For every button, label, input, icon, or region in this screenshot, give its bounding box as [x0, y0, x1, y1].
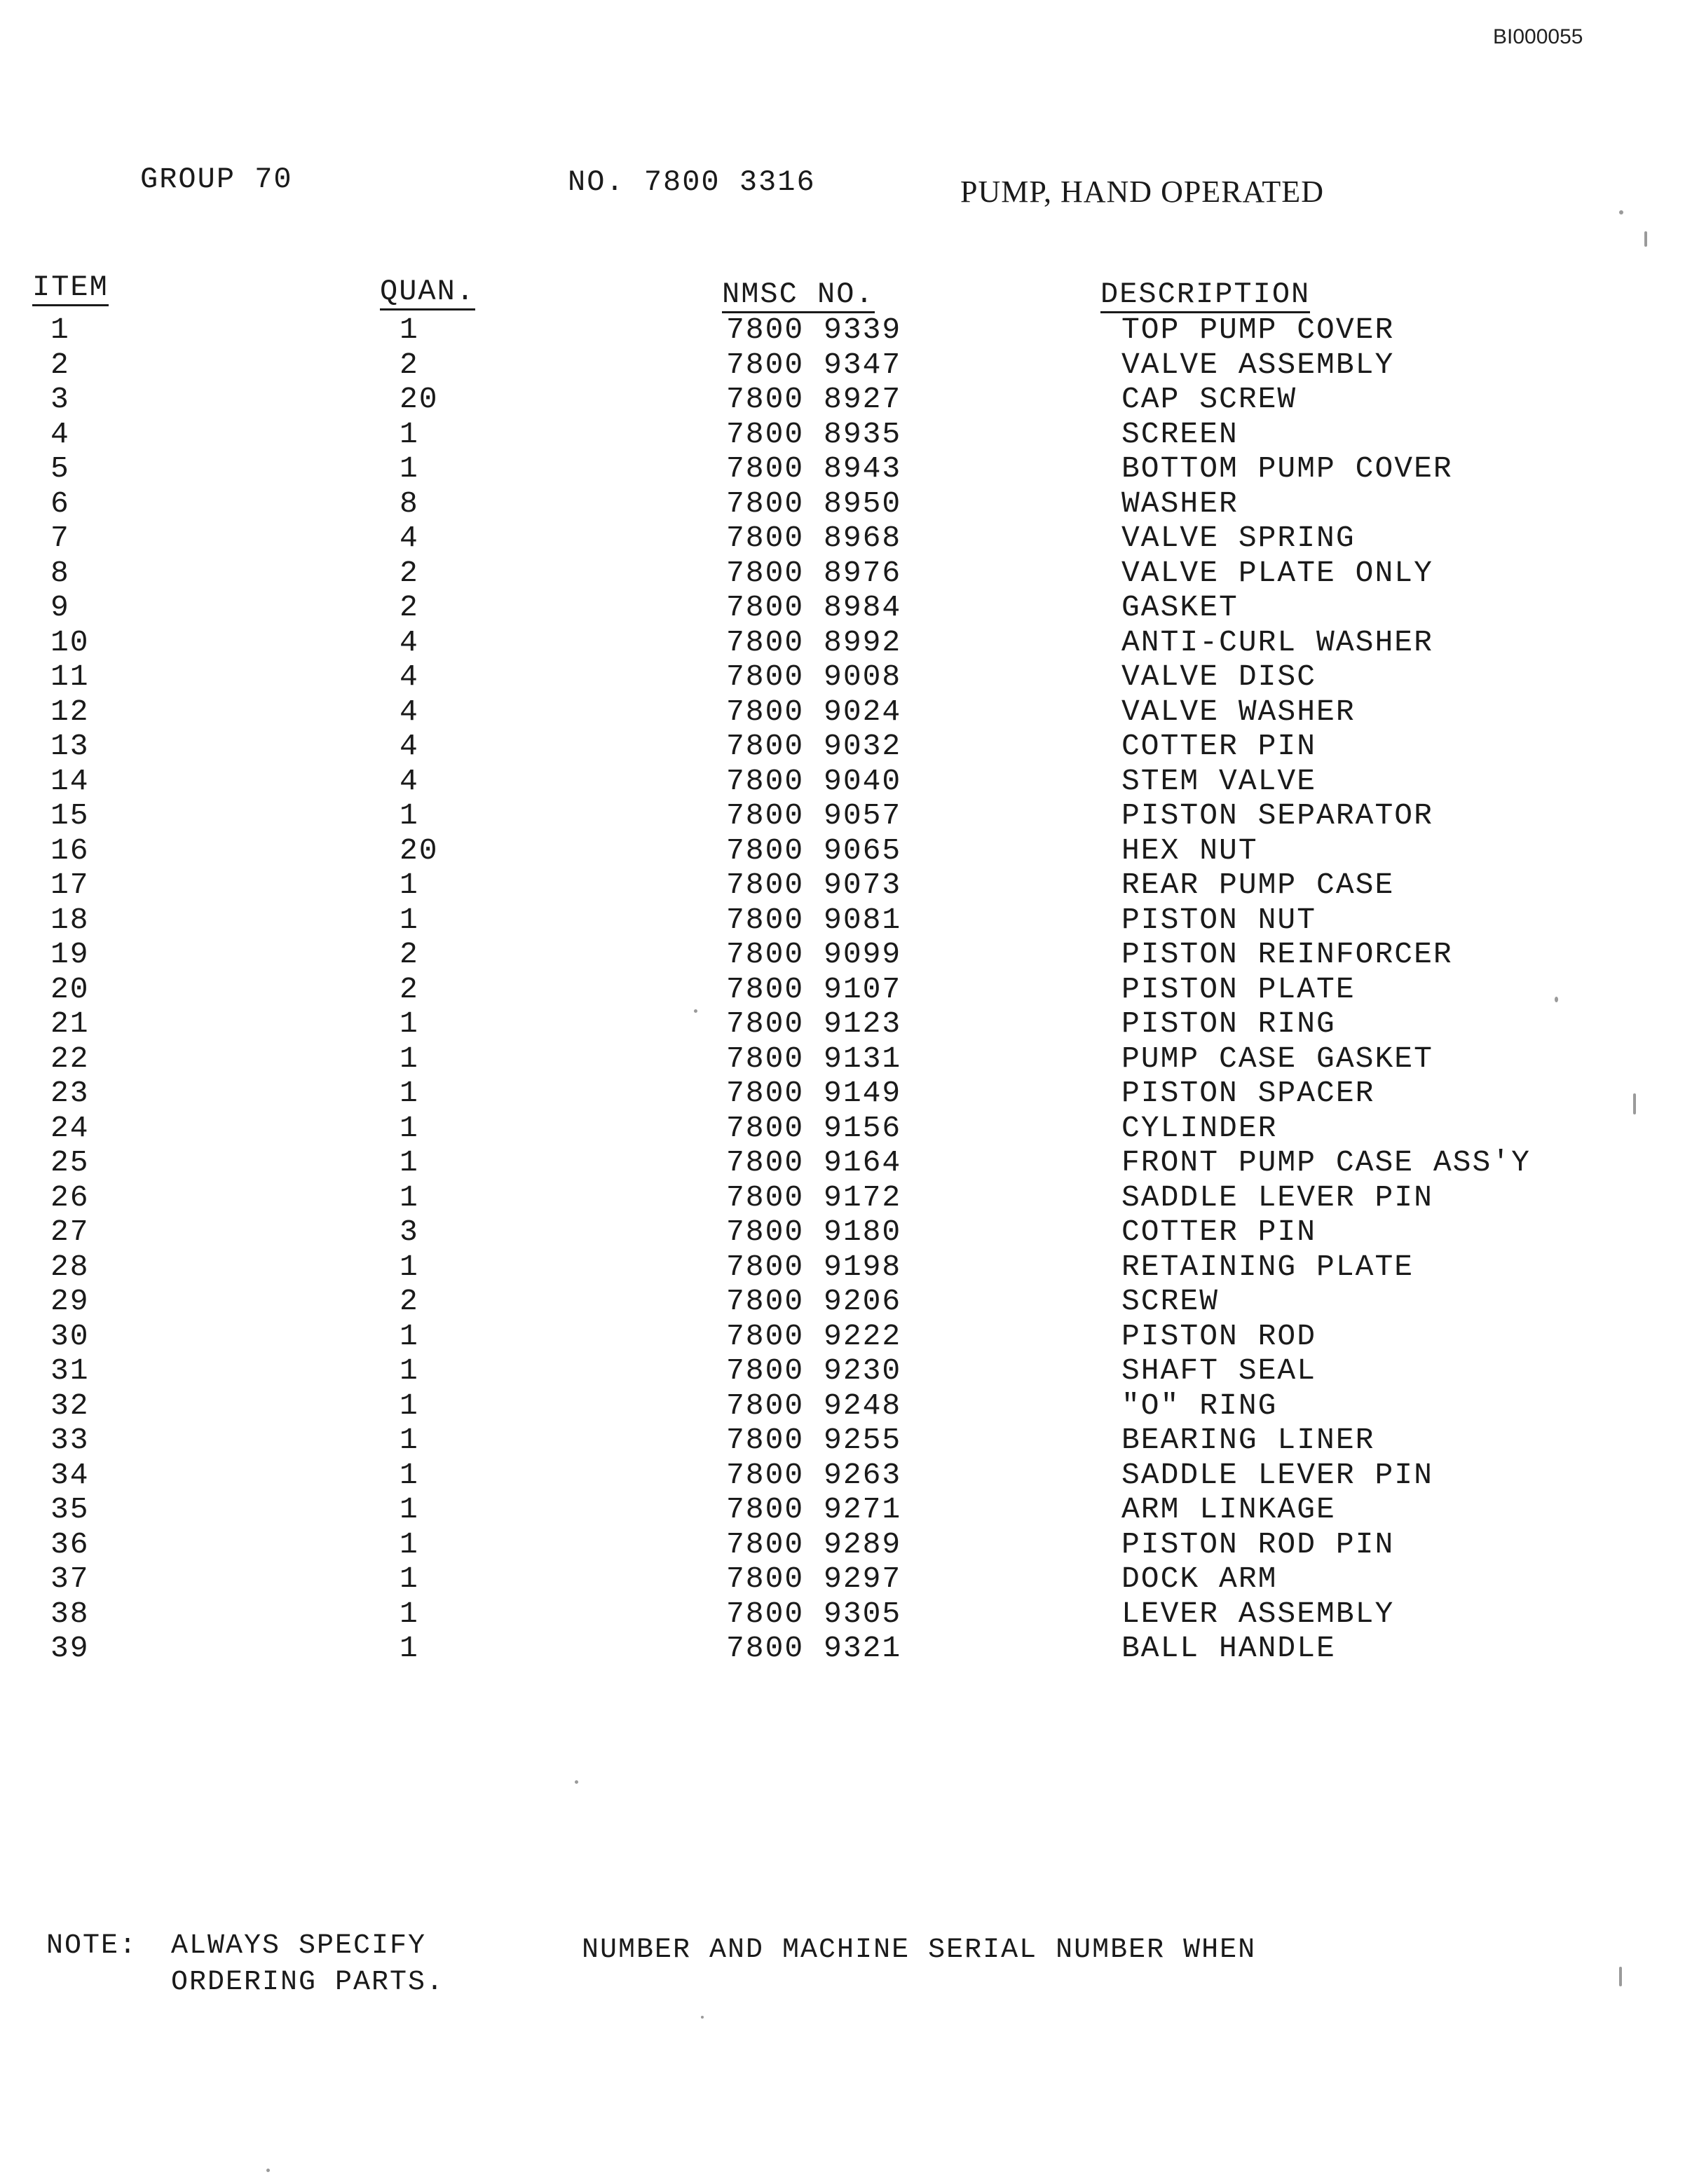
nmsc-number-cell: 7800 9248: [726, 1388, 902, 1423]
table-row: [0, 937, 1685, 972]
description-cell: COTTER PIN: [1121, 1215, 1317, 1249]
description-cell: "O" RING: [1121, 1388, 1278, 1423]
page-title: PUMP, HAND OPERATED: [960, 175, 1324, 209]
nmsc-number-cell: 7800 8976: [726, 555, 902, 590]
item-number-cell: 28: [50, 1249, 90, 1284]
nmsc-number-cell: 7800 9347: [726, 347, 902, 382]
description-cell: BEARING LINER: [1121, 1423, 1375, 1457]
table-row: [0, 348, 1685, 383]
scan-speck: [1619, 210, 1623, 214]
table-row: [0, 972, 1685, 1007]
description-cell: BALL HANDLE: [1121, 1631, 1336, 1665]
nmsc-number-cell: 7800 8968: [726, 521, 902, 555]
description-cell: RETAINING PLATE: [1121, 1249, 1414, 1284]
item-number-cell: 33: [50, 1423, 90, 1457]
quantity-cell: 1: [400, 1006, 419, 1041]
description-cell: PISTON REINFORCER: [1121, 937, 1453, 971]
table-row: [0, 1006, 1685, 1042]
nmsc-number-cell: 7800 9206: [726, 1284, 902, 1318]
item-number-cell: 34: [50, 1457, 90, 1492]
item-number-cell: 5: [50, 451, 70, 486]
table-row: [0, 798, 1685, 833]
description-cell: SADDLE LEVER PIN: [1121, 1180, 1433, 1215]
quantity-cell: 20: [400, 833, 439, 868]
nmsc-number-cell: 7800 8943: [726, 451, 902, 486]
item-number-cell: 3: [50, 382, 70, 416]
table-row: [0, 1180, 1685, 1215]
item-number-cell: 37: [50, 1562, 90, 1596]
quantity-cell: 2: [400, 1284, 419, 1318]
column-header-description: DESCRIPTION: [1100, 279, 1310, 313]
nmsc-number-cell: 7800 8950: [726, 486, 902, 521]
scan-mark: [1644, 231, 1647, 247]
item-number-cell: 4: [50, 416, 70, 451]
table-row: [0, 417, 1685, 452]
table-row: [0, 903, 1685, 938]
table-row: [0, 1458, 1685, 1493]
item-number-cell: 1: [50, 313, 70, 347]
nmsc-number-cell: 7800 9271: [726, 1492, 902, 1527]
description-cell: VALVE WASHER: [1121, 694, 1356, 729]
nmsc-number-cell: 7800 9164: [726, 1145, 902, 1180]
quantity-cell: 4: [400, 625, 419, 660]
item-number-cell: 32: [50, 1388, 90, 1423]
nmsc-number-cell: 7800 9123: [726, 1006, 902, 1041]
quantity-cell: 1: [400, 1041, 419, 1076]
nmsc-number-cell: 7800 9172: [726, 1180, 902, 1215]
table-row: [0, 660, 1685, 695]
quantity-cell: 4: [400, 660, 419, 694]
group-label: GROUP 70: [140, 163, 293, 196]
table-row: [0, 1631, 1685, 1666]
table-row: [0, 1353, 1685, 1388]
description-cell: PISTON SPACER: [1121, 1076, 1375, 1110]
scan-speck: [575, 1780, 578, 1784]
description-cell: CAP SCREW: [1121, 382, 1297, 416]
quantity-cell: 4: [400, 729, 419, 763]
table-row: [0, 625, 1685, 660]
description-cell: PUMP CASE GASKET: [1121, 1041, 1433, 1076]
item-number-cell: 2: [50, 347, 70, 382]
item-number-cell: 7: [50, 521, 70, 555]
quantity-cell: 1: [400, 1180, 419, 1215]
table-row: [0, 590, 1685, 625]
nmsc-number-cell: 7800 8984: [726, 590, 902, 625]
table-row: [0, 556, 1685, 591]
table-row: [0, 1145, 1685, 1180]
nmsc-number-cell: 7800 9263: [726, 1457, 902, 1492]
description-cell: PISTON NUT: [1121, 902, 1317, 937]
table-row: [0, 764, 1685, 799]
quantity-cell: 1: [400, 1318, 419, 1353]
quantity-cell: 2: [400, 590, 419, 625]
nmsc-number-cell: 7800 9289: [726, 1527, 902, 1562]
item-number-cell: 16: [50, 833, 90, 868]
description-cell: SHAFT SEAL: [1121, 1353, 1317, 1388]
item-number-cell: 14: [50, 763, 90, 798]
item-number-cell: 8: [50, 555, 70, 590]
quantity-cell: 2: [400, 555, 419, 590]
nmsc-number-cell: 7800 9305: [726, 1596, 902, 1631]
quantity-cell: 1: [400, 1492, 419, 1527]
note-text-line-1-continued: NUMBER AND MACHINE SERIAL NUMBER WHEN: [582, 1934, 1257, 1966]
nmsc-number-cell: 7800 9008: [726, 660, 902, 694]
quantity-cell: 1: [400, 1249, 419, 1284]
description-cell: PISTON PLATE: [1121, 971, 1356, 1006]
nmsc-number-cell: 7800 9107: [726, 971, 902, 1006]
quantity-cell: 1: [400, 1423, 419, 1457]
nmsc-number-cell: 7800 9230: [726, 1353, 902, 1388]
nmsc-number-cell: 7800 9180: [726, 1215, 902, 1249]
nmsc-number-cell: 7800 8992: [726, 625, 902, 660]
quantity-cell: 1: [400, 1562, 419, 1596]
nmsc-number-cell: 7800 8935: [726, 416, 902, 451]
description-cell: TOP PUMP COVER: [1121, 313, 1395, 347]
description-cell: COTTER PIN: [1121, 729, 1317, 763]
item-number-cell: 39: [50, 1631, 90, 1665]
nmsc-number-cell: 7800 9255: [726, 1423, 902, 1457]
item-number-cell: 17: [50, 868, 90, 902]
table-row: [0, 382, 1685, 417]
scan-speck: [694, 1009, 697, 1013]
table-row: [0, 1215, 1685, 1250]
nmsc-number-cell: 7800 9321: [726, 1631, 902, 1665]
table-row: [0, 451, 1685, 486]
table-row: [0, 1423, 1685, 1458]
item-number-cell: 24: [50, 1110, 90, 1145]
table-row: [0, 1250, 1685, 1285]
quantity-cell: 1: [400, 1596, 419, 1631]
quantity-cell: 1: [400, 1145, 419, 1180]
item-number-cell: 31: [50, 1353, 90, 1388]
nmsc-number-cell: 7800 8927: [726, 382, 902, 416]
table-row: [0, 313, 1685, 348]
quantity-cell: 2: [400, 347, 419, 382]
quantity-cell: 2: [400, 937, 419, 971]
item-number-cell: 27: [50, 1215, 90, 1249]
description-cell: REAR PUMP CASE: [1121, 868, 1395, 902]
table-row: [0, 1284, 1685, 1319]
description-cell: PISTON ROD PIN: [1121, 1527, 1395, 1562]
item-number-cell: 26: [50, 1180, 90, 1215]
table-row: [0, 1319, 1685, 1354]
nmsc-number-cell: 7800 9040: [726, 763, 902, 798]
scan-mark: [1633, 1093, 1636, 1114]
scan-speck: [701, 2016, 704, 2019]
nmsc-number-cell: 7800 9131: [726, 1041, 902, 1076]
quantity-cell: 4: [400, 763, 419, 798]
quantity-cell: 1: [400, 313, 419, 347]
item-number-cell: 19: [50, 937, 90, 971]
quantity-cell: 1: [400, 416, 419, 451]
description-cell: ARM LINKAGE: [1121, 1492, 1336, 1527]
table-row: [0, 1111, 1685, 1146]
quantity-cell: 1: [400, 798, 419, 833]
table-row: [0, 1042, 1685, 1077]
item-number-cell: 29: [50, 1284, 90, 1318]
item-number-cell: 18: [50, 902, 90, 937]
item-number-cell: 11: [50, 660, 90, 694]
parts-table: [0, 313, 1685, 1666]
nmsc-number-cell: 7800 9099: [726, 937, 902, 971]
quantity-cell: 8: [400, 486, 419, 521]
scan-speck: [1555, 997, 1558, 1002]
table-row: [0, 1597, 1685, 1632]
quantity-cell: 20: [400, 382, 439, 416]
item-number-cell: 35: [50, 1492, 90, 1527]
table-row: [0, 521, 1685, 556]
item-number-cell: 36: [50, 1527, 90, 1562]
column-header-item: ITEM: [32, 272, 109, 306]
description-cell: HEX NUT: [1121, 833, 1258, 868]
item-number-cell: 15: [50, 798, 90, 833]
description-cell: VALVE DISC: [1121, 660, 1317, 694]
item-number-cell: 38: [50, 1596, 90, 1631]
description-cell: ANTI-CURL WASHER: [1121, 625, 1433, 660]
item-number-cell: 13: [50, 729, 90, 763]
item-number-cell: 10: [50, 625, 90, 660]
description-cell: DOCK ARM: [1121, 1562, 1278, 1596]
table-row: [0, 1562, 1685, 1597]
item-number-cell: 12: [50, 694, 90, 729]
table-row: [0, 1388, 1685, 1424]
document-id: BI000055: [1493, 25, 1583, 48]
quantity-cell: 1: [400, 451, 419, 486]
table-row: [0, 833, 1685, 868]
table-row: [0, 868, 1685, 903]
quantity-cell: 1: [400, 1076, 419, 1110]
note-text-line-1: ALWAYS SPECIFY: [171, 1930, 427, 1962]
table-row: [0, 729, 1685, 764]
quantity-cell: 4: [400, 521, 419, 555]
item-number-cell: 22: [50, 1041, 90, 1076]
description-cell: VALVE PLATE ONLY: [1121, 555, 1433, 590]
note-text-line-2: ORDERING PARTS.: [171, 1967, 445, 1998]
quantity-cell: 1: [400, 1388, 419, 1423]
description-cell: WASHER: [1121, 486, 1239, 521]
nmsc-number-cell: 7800 9297: [726, 1562, 902, 1596]
quantity-cell: 3: [400, 1215, 419, 1249]
nmsc-number-cell: 7800 9149: [726, 1076, 902, 1110]
scan-mark: [1619, 1967, 1622, 1986]
description-cell: PISTON SEPARATOR: [1121, 798, 1433, 833]
nmsc-number-cell: 7800 9198: [726, 1249, 902, 1284]
quantity-cell: 1: [400, 1527, 419, 1562]
nmsc-number-cell: 7800 9073: [726, 868, 902, 902]
column-header-quantity: QUAN.: [380, 276, 475, 310]
quantity-cell: 1: [400, 1353, 419, 1388]
nmsc-number-cell: 7800 9222: [726, 1318, 902, 1353]
description-cell: SCREEN: [1121, 416, 1239, 451]
nmsc-number-cell: 7800 9065: [726, 833, 902, 868]
quantity-cell: 1: [400, 868, 419, 902]
table-row: [0, 1076, 1685, 1111]
item-number-cell: 6: [50, 486, 70, 521]
catalog-number: NO. 7800 3316: [568, 165, 816, 199]
note-label: NOTE:: [46, 1930, 138, 1962]
item-number-cell: 20: [50, 971, 90, 1006]
table-row: [0, 486, 1685, 521]
nmsc-number-cell: 7800 9339: [726, 313, 902, 347]
item-number-cell: 21: [50, 1006, 90, 1041]
item-number-cell: 30: [50, 1318, 90, 1353]
item-number-cell: 9: [50, 590, 70, 625]
quantity-cell: 1: [400, 902, 419, 937]
nmsc-number-cell: 7800 9081: [726, 902, 902, 937]
scan-speck: [266, 2169, 270, 2172]
table-row: [0, 695, 1685, 730]
description-cell: STEM VALVE: [1121, 763, 1317, 798]
description-cell: SADDLE LEVER PIN: [1121, 1457, 1433, 1492]
description-cell: CYLINDER: [1121, 1110, 1278, 1145]
nmsc-number-cell: 7800 9024: [726, 694, 902, 729]
nmsc-number-cell: 7800 9032: [726, 729, 902, 763]
description-cell: VALVE ASSEMBLY: [1121, 347, 1395, 382]
description-cell: FRONT PUMP CASE ASS'Y: [1121, 1145, 1531, 1180]
quantity-cell: 1: [400, 1110, 419, 1145]
column-header-nmsc-number: NMSC NO.: [722, 279, 875, 313]
quantity-cell: 4: [400, 694, 419, 729]
description-cell: SCREW: [1121, 1284, 1220, 1318]
nmsc-number-cell: 7800 9057: [726, 798, 902, 833]
description-cell: VALVE SPRING: [1121, 521, 1356, 555]
quantity-cell: 2: [400, 971, 419, 1006]
description-cell: PISTON ROD: [1121, 1318, 1317, 1353]
quantity-cell: 1: [400, 1631, 419, 1665]
item-number-cell: 25: [50, 1145, 90, 1180]
nmsc-number-cell: 7800 9156: [726, 1110, 902, 1145]
table-row: [0, 1527, 1685, 1562]
description-cell: PISTON RING: [1121, 1006, 1336, 1041]
quantity-cell: 1: [400, 1457, 419, 1492]
description-cell: BOTTOM PUMP COVER: [1121, 451, 1453, 486]
description-cell: LEVER ASSEMBLY: [1121, 1596, 1395, 1631]
item-number-cell: 23: [50, 1076, 90, 1110]
description-cell: GASKET: [1121, 590, 1239, 625]
table-row: [0, 1492, 1685, 1527]
